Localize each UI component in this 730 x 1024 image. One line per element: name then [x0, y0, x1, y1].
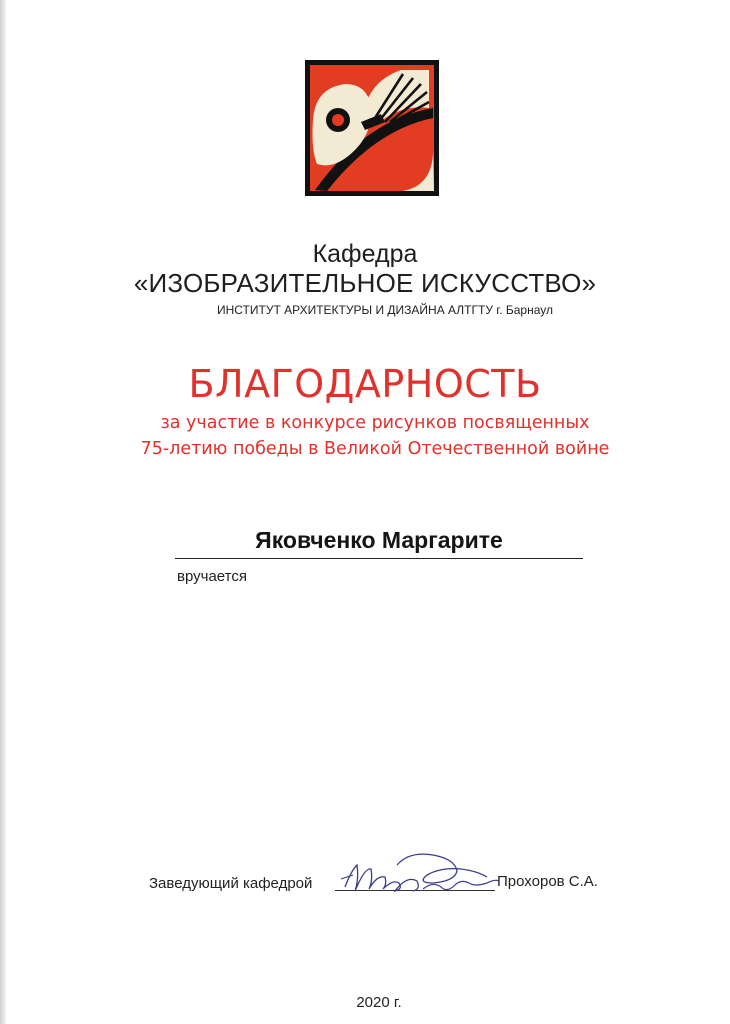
certificate-subtitle [10, 410, 730, 462]
institute-name: ИНСТИТУТ АРХИТЕКТУРЫ И ДИЗАЙНА АЛТГТУ г. Барнаул [216, 303, 554, 317]
awarded-label: вручается [177, 568, 247, 585]
head-of-department-name: Прохоров С.А. [497, 873, 598, 890]
subtitle-line-2: 75-летию победы в Великой Отечественной войне [140, 439, 610, 459]
handwritten-signature [337, 845, 502, 905]
department-label: Кафедра [312, 240, 418, 268]
year-label: 2020 г. [356, 994, 402, 1011]
subtitle-line-1: за участие в конкурсе рисунков посвященных [160, 413, 590, 433]
head-of-department-label: Заведующий кафедрой [149, 875, 313, 892]
recipient-name: Яковченко Маргарите [175, 527, 583, 559]
department-logo [305, 60, 439, 196]
page-edge [0, 0, 6, 1024]
department-name: «ИЗОБРАЗИТЕЛЬНОЕ ИСКУССТВО» [133, 268, 597, 298]
certificate-title: БЛАГОДАРНОСТЬ [188, 362, 542, 406]
